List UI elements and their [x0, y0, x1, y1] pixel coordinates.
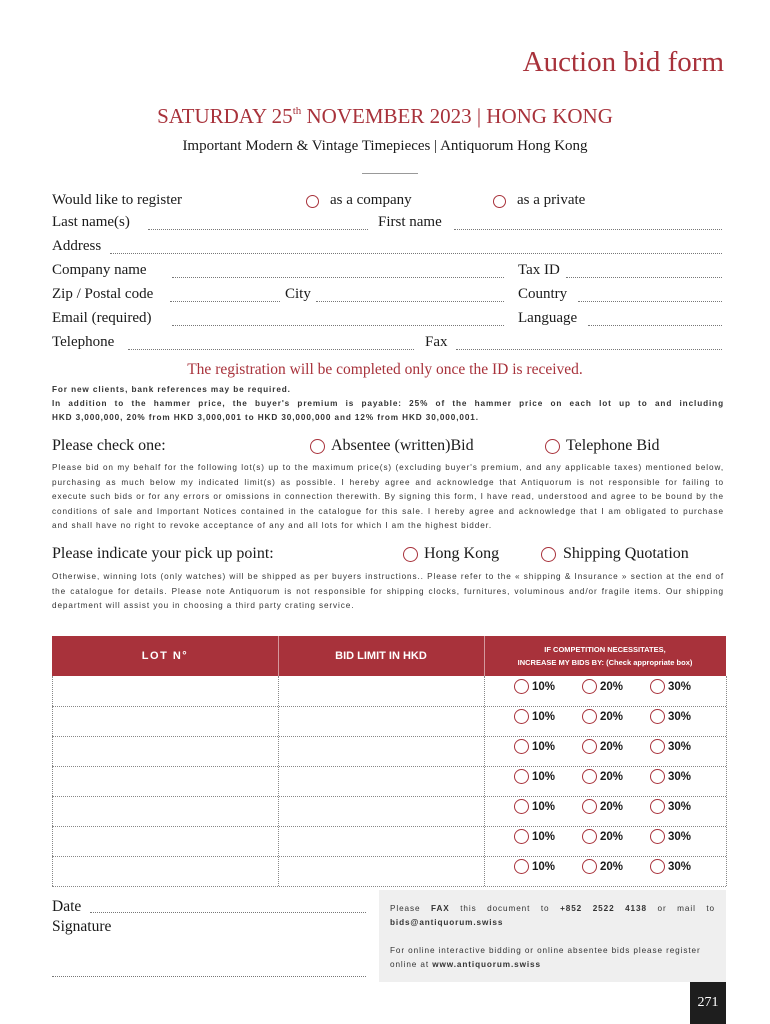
- bids-email-link[interactable]: bids@antiquorum.swiss: [390, 918, 504, 927]
- telephone-bid-radio[interactable]: [545, 439, 560, 454]
- country-field[interactable]: [578, 301, 722, 302]
- online-pre: online at: [390, 960, 433, 969]
- lot-number-input[interactable]: [54, 828, 276, 854]
- address-label: Address: [52, 238, 102, 254]
- increase-10-percent-radio[interactable]: [514, 679, 529, 694]
- premium-note-line1: In addition to the hammer price, the buyer's premium is payable: 25% of the hammer price on each lot up to and including: [52, 399, 724, 408]
- bid-limit-input[interactable]: [280, 708, 482, 734]
- online-bidding-url-line: [390, 958, 541, 973]
- city-label: City: [285, 286, 311, 302]
- sale-date-suffix: th: [292, 105, 302, 117]
- header-divider-2: [484, 636, 485, 676]
- form-title: Auction bid form: [522, 46, 724, 78]
- table-column-divider: [278, 676, 279, 886]
- increase-30-percent-radio[interactable]: [650, 709, 665, 724]
- premium-note-line2: HKD 3,000,000, 20% from HKD 3,000,001 to HKD 30,000,000 and 12% from HKD 30,000,001.: [52, 413, 479, 422]
- lot-number-input[interactable]: [54, 768, 276, 794]
- telephone-field[interactable]: [128, 349, 414, 350]
- increase-percent-label: 20%: [600, 681, 624, 693]
- first-name-label: First name: [378, 214, 442, 230]
- company-option-label: as a company: [330, 192, 412, 208]
- increase-10-percent-radio[interactable]: [514, 859, 529, 874]
- address-field[interactable]: [110, 253, 722, 254]
- increase-30-percent-radio[interactable]: [650, 829, 665, 844]
- increase-20-percent-radio[interactable]: [582, 739, 597, 754]
- first-name-field[interactable]: [454, 229, 722, 230]
- fax-mid: this document to: [449, 904, 561, 913]
- increase-percent-label: 20%: [600, 771, 624, 783]
- increase-percent-label: 10%: [532, 831, 556, 843]
- company-name-field[interactable]: [172, 277, 504, 278]
- bid-limit-input[interactable]: [280, 798, 482, 824]
- bid-limit-header: BID LIMIT IN HKD: [335, 650, 427, 662]
- table-row-divider: [52, 826, 726, 827]
- increase-percent-label: 20%: [600, 801, 624, 813]
- last-name-field[interactable]: [148, 229, 368, 230]
- bid-limit-input[interactable]: [280, 858, 482, 884]
- increase-percent-label: 30%: [668, 861, 692, 873]
- lot-number-header: LOT N°: [141, 650, 189, 662]
- increase-10-percent-radio[interactable]: [514, 829, 529, 844]
- lot-number-input[interactable]: [54, 858, 276, 884]
- competition-header-line2: INCREASE MY BIDS BY: (Check appropriate box): [517, 658, 693, 667]
- register-label: Would like to register: [52, 192, 183, 208]
- increase-20-percent-radio[interactable]: [582, 859, 597, 874]
- bid-limit-input[interactable]: [280, 678, 482, 704]
- table-row-divider: [52, 796, 726, 797]
- increase-30-percent-radio[interactable]: [650, 739, 665, 754]
- increase-30-percent-radio[interactable]: [650, 769, 665, 784]
- sale-date: [0, 104, 770, 129]
- increase-10-percent-radio[interactable]: [514, 799, 529, 814]
- fax-number: +852 2522 4138: [560, 904, 647, 913]
- table-row-divider: [52, 736, 726, 737]
- fax-field[interactable]: [456, 349, 722, 350]
- increase-percent-label: 20%: [600, 861, 624, 873]
- increase-percent-label: 10%: [532, 681, 556, 693]
- increase-percent-label: 10%: [532, 711, 556, 723]
- bank-references-note: For new clients, bank references may be required.: [52, 385, 291, 394]
- sale-date-rest: NOVEMBER 2023 | HONG KONG: [301, 104, 613, 128]
- lot-number-input[interactable]: [54, 678, 276, 704]
- absentee-bid-terms: Please bid on my behalf for the following lot(s) up to the maximum price(s) (excluding buyer's premium, and any applicable taxes) mentioned below, purchasing as much below my indicated limit(s) as possible. I hereby agree and acknowledge that Antiquorum is not responsible for failing to execute such bids or for any errors or omissions in connection therewith. By signing this form, I have read, understood and agree to be bound by the conditions of sale and Important Notices contained in the catalogue for this sale. I hereby agree and acknowledge that I am obligated to purchase and shall have no right to revoke acceptance of any and all lots for which I am the highest bidder.: [52, 463, 724, 530]
- zip-field[interactable]: [170, 301, 280, 302]
- fax-post: or mail to: [646, 904, 715, 913]
- telephone-label: Telephone: [52, 334, 115, 350]
- fax-word: FAX: [431, 904, 450, 913]
- increase-20-percent-radio[interactable]: [582, 799, 597, 814]
- language-label: Language: [518, 310, 578, 326]
- telephone-bid-label: Telephone Bid: [566, 437, 660, 454]
- bid-limit-input[interactable]: [280, 828, 482, 854]
- lot-number-input[interactable]: [54, 798, 276, 824]
- bid-table-body: [52, 676, 726, 886]
- company-radio[interactable]: [306, 195, 319, 208]
- email-field[interactable]: [172, 325, 504, 326]
- increase-20-percent-radio[interactable]: [582, 769, 597, 784]
- check-one-label: Please check one:: [52, 437, 166, 454]
- fax-label: Fax: [425, 334, 448, 350]
- signature-label: Signature: [52, 918, 112, 935]
- increase-percent-label: 10%: [532, 771, 556, 783]
- pickup-label: Please indicate your pick up point:: [52, 545, 274, 562]
- sale-date-day: SATURDAY 25: [157, 104, 293, 128]
- registration-note: The registration will be completed only once the ID is received.: [187, 361, 583, 378]
- table-column-divider: [484, 676, 485, 886]
- increase-percent-label: 20%: [600, 711, 624, 723]
- online-bidding-note: For online interactive bidding or online absentee bids please register: [390, 946, 701, 955]
- date-label: Date: [52, 898, 82, 915]
- shipping-quotation-label: Shipping Quotation: [563, 545, 689, 562]
- zip-label: Zip / Postal code: [52, 286, 154, 302]
- city-field[interactable]: [316, 301, 504, 302]
- increase-percent-label: 30%: [668, 831, 692, 843]
- private-radio[interactable]: [493, 195, 506, 208]
- competition-header: [484, 636, 726, 676]
- hong-kong-pickup-radio[interactable]: [403, 547, 418, 562]
- contact-box: [379, 890, 726, 982]
- country-label: Country: [518, 286, 568, 302]
- table-column-divider: [726, 676, 727, 886]
- hong-kong-pickup-label: Hong Kong: [424, 545, 500, 562]
- table-row-divider: [52, 856, 726, 857]
- increase-10-percent-radio[interactable]: [514, 769, 529, 784]
- tax-id-label: Tax ID: [518, 262, 560, 278]
- lot-number-input[interactable]: [54, 708, 276, 734]
- increase-30-percent-radio[interactable]: [650, 859, 665, 874]
- private-option-label: as a private: [517, 192, 586, 208]
- increase-percent-label: 10%: [532, 861, 556, 873]
- increase-20-percent-radio[interactable]: [582, 829, 597, 844]
- lot-number-input[interactable]: [54, 738, 276, 764]
- increase-10-percent-radio[interactable]: [514, 739, 529, 754]
- increase-percent-label: 30%: [668, 801, 692, 813]
- table-column-divider: [52, 676, 53, 886]
- bid-table-header: [52, 636, 726, 676]
- table-row-divider: [52, 766, 726, 767]
- absentee-bid-label: Absentee (written)Bid: [331, 437, 474, 454]
- increase-percent-label: 30%: [668, 711, 692, 723]
- increase-percent-label: 20%: [600, 831, 624, 843]
- increase-30-percent-radio[interactable]: [650, 679, 665, 694]
- bid-limit-input[interactable]: [280, 768, 482, 794]
- competition-header-line1: IF COMPETITION NECESSITATES,: [544, 645, 666, 654]
- fax-pre: Please: [390, 904, 432, 913]
- tax-id-field[interactable]: [566, 277, 722, 278]
- increase-percent-label: 30%: [668, 741, 692, 753]
- table-row-divider: [52, 706, 726, 707]
- shipping-terms: Otherwise, winning lots (only watches) will be shipped as per buyers instructions.. Please refer to the « shipping & Insurance » section at the end of the catalogue for details. Please note Antiquorum is not responsible for shipping clocks, furnitures, voluminous and/or fragile items. Our shipping department will assist you in choosing a third party crating service.: [52, 572, 724, 610]
- header-divider-1: [278, 636, 279, 676]
- bid-limit-input[interactable]: [280, 738, 482, 764]
- email-label: Email (required): [52, 310, 152, 326]
- increase-percent-label: 20%: [600, 741, 624, 753]
- increase-percent-label: 10%: [532, 741, 556, 753]
- last-name-label: Last name(s): [52, 214, 130, 230]
- increase-10-percent-radio[interactable]: [514, 709, 529, 724]
- date-field[interactable]: [90, 912, 366, 913]
- increase-20-percent-radio[interactable]: [582, 679, 597, 694]
- shipping-quotation-radio[interactable]: [541, 547, 556, 562]
- table-row-divider: [52, 886, 726, 887]
- increase-percent-label: 30%: [668, 771, 692, 783]
- increase-30-percent-radio[interactable]: [650, 799, 665, 814]
- increase-20-percent-radio[interactable]: [582, 709, 597, 724]
- increase-percent-label: 30%: [668, 681, 692, 693]
- increase-percent-label: 10%: [532, 801, 556, 813]
- absentee-bid-radio[interactable]: [310, 439, 325, 454]
- sale-subtitle: Important Modern & Vintage Timepieces | Antiquorum Hong Kong: [182, 138, 588, 154]
- company-name-label: Company name: [52, 262, 147, 278]
- page-number: 271: [690, 982, 726, 1024]
- language-field[interactable]: [588, 325, 722, 326]
- fax-instruction: [390, 902, 715, 917]
- website-link[interactable]: www.antiquorum.swiss: [432, 960, 541, 969]
- header-divider: [362, 173, 418, 174]
- signature-field[interactable]: [52, 976, 366, 977]
